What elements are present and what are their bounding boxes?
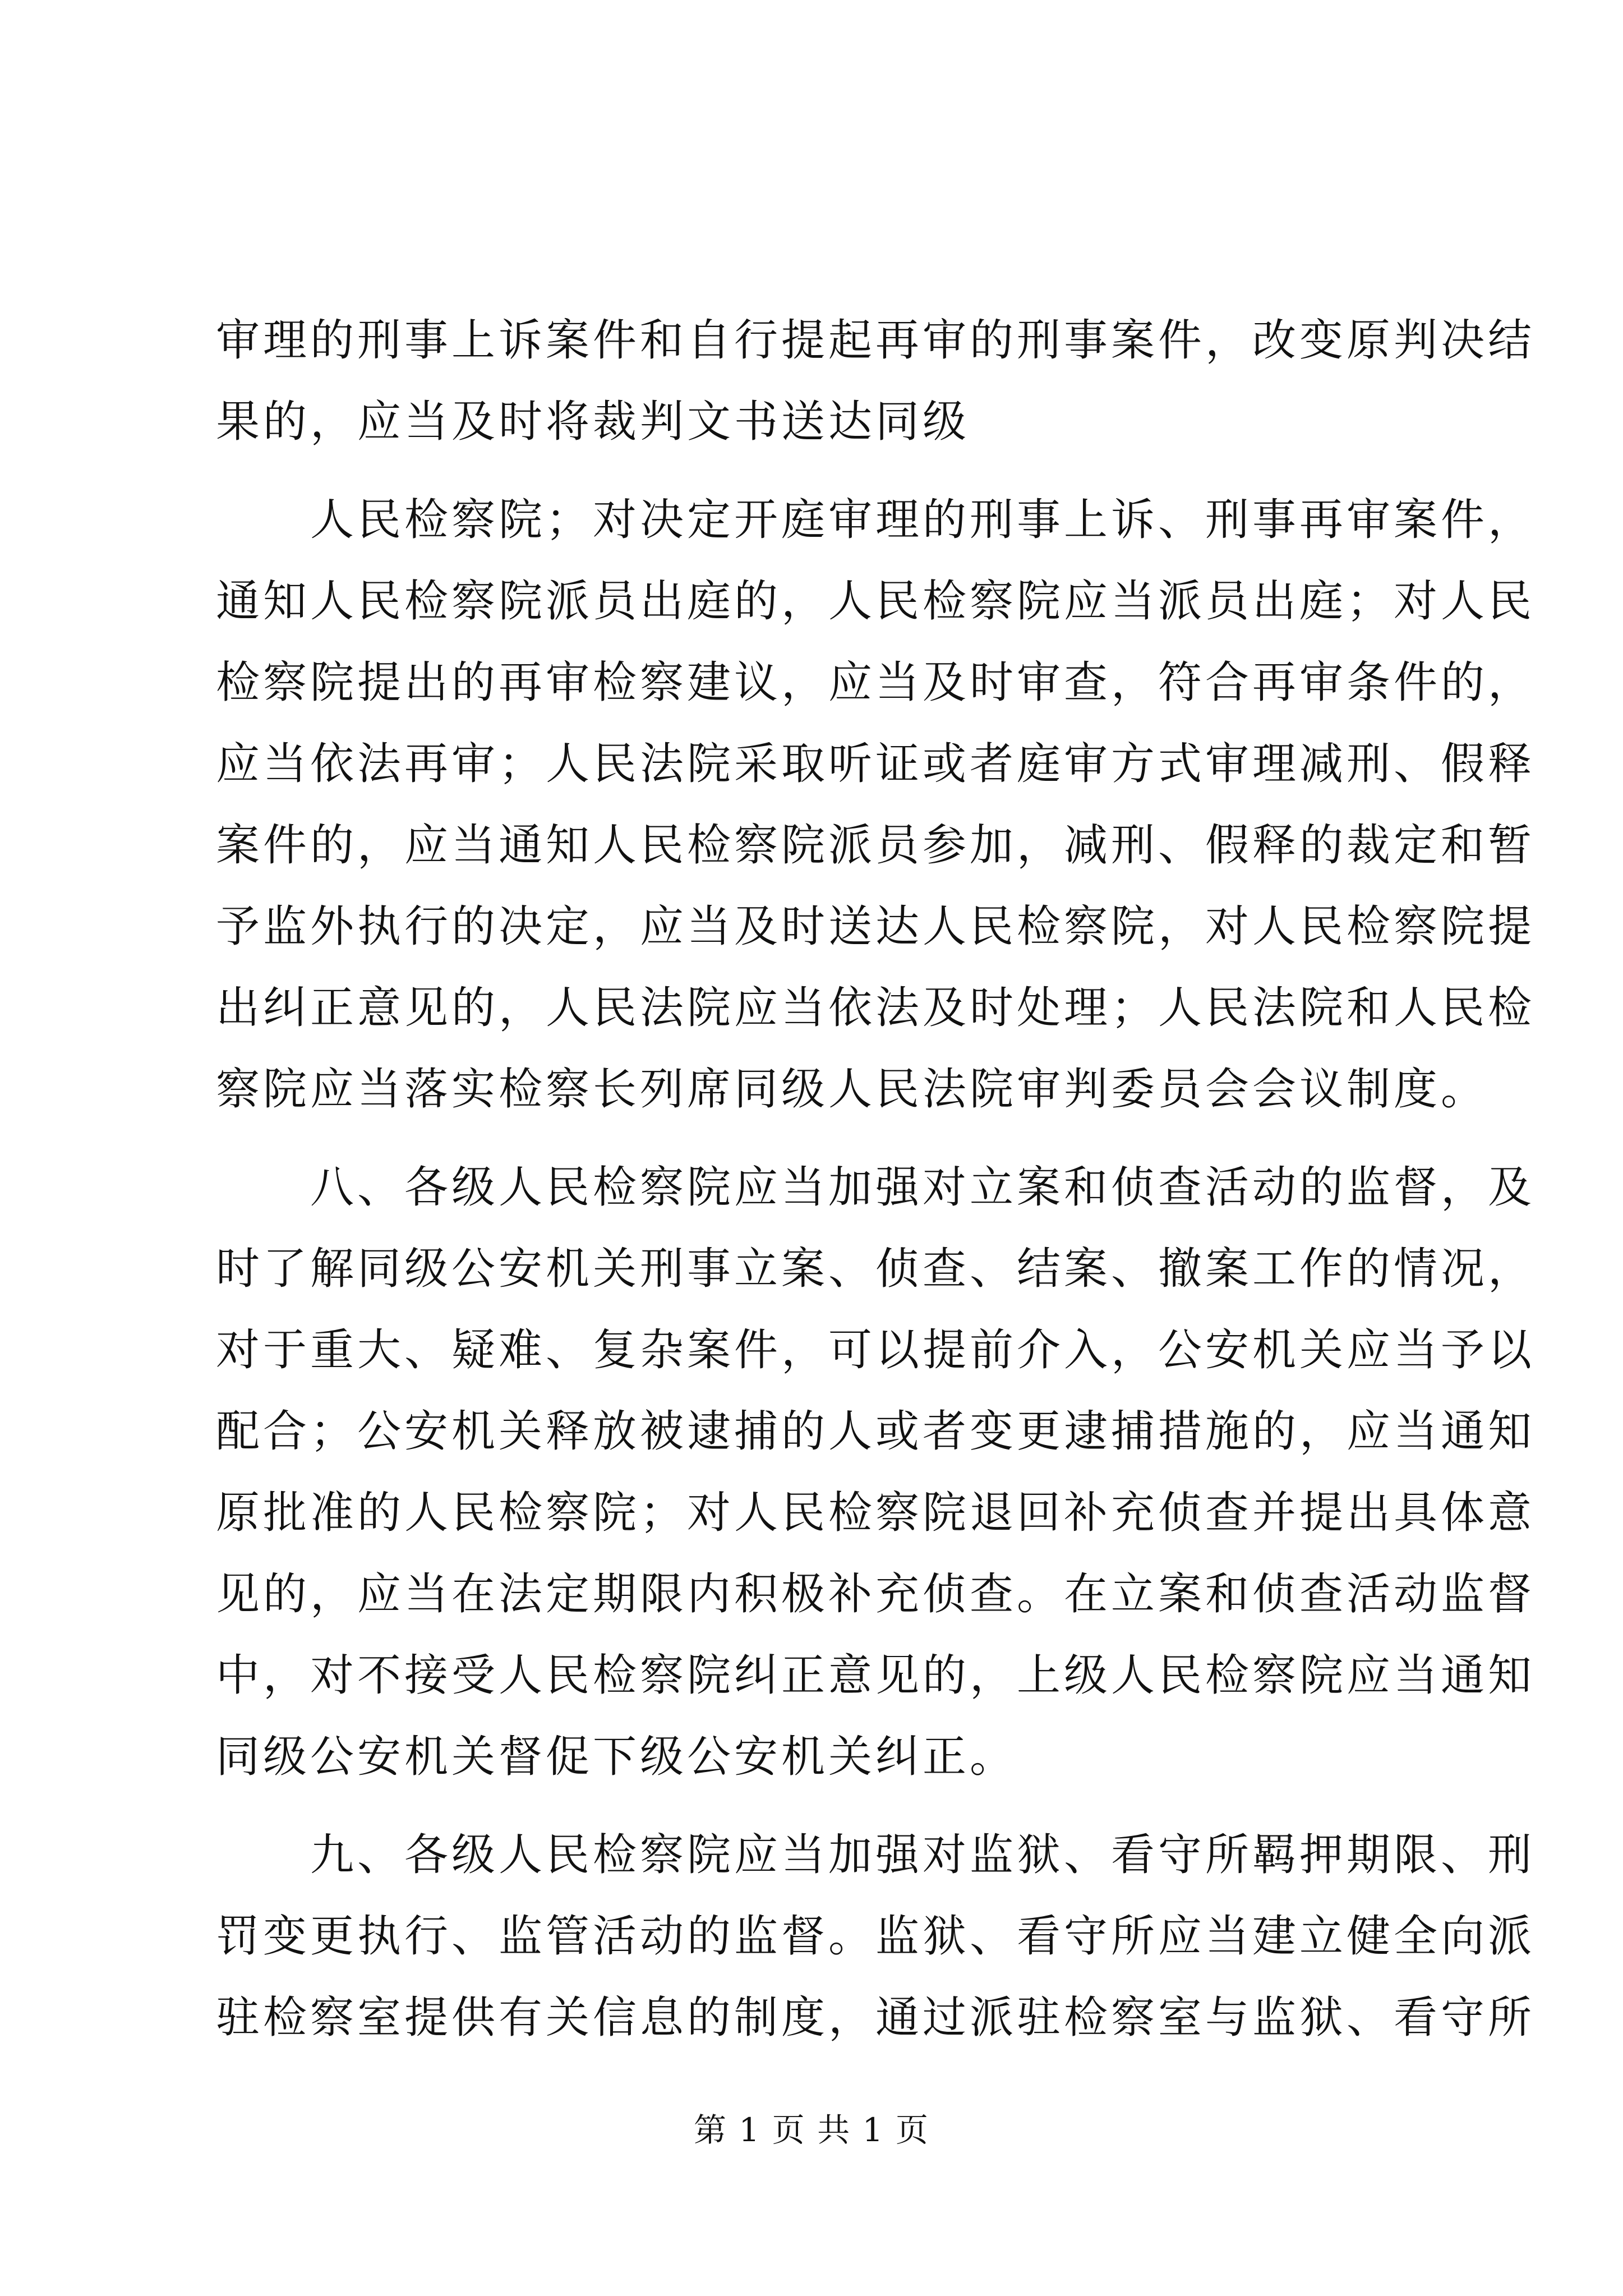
text-line: 中，对不接受人民检察院纠正意见的，上级人民检察院应当通知 bbox=[216, 1650, 1536, 1701]
page-number-footer: 第 1 页 共 1 页 bbox=[694, 2111, 929, 2149]
text-line: 配合；公安机关释放被逮捕的人或者变更逮捕措施的，应当通知 bbox=[216, 1406, 1536, 1457]
text-line: 审理的刑事上诉案件和自行提起再审的刑事案件，改变原判决结 bbox=[216, 315, 1536, 366]
text-line: 原批准的人民检察院；对人民检察院退回补充侦查并提出具体意 bbox=[216, 1488, 1536, 1538]
text-line: 案件的，应当通知人民检察院派员参加，减刑、假释的裁定和暂 bbox=[216, 820, 1536, 871]
text-line: 应当依法再审；人民法院采取听证或者庭审方式审理减刑、假释 bbox=[216, 739, 1536, 789]
paragraph bbox=[216, 1815, 1536, 2059]
text-line: 察院应当落实检察长列席同级人民法院审判委员会会议制度。 bbox=[216, 1064, 1488, 1115]
text-line: 九、各级人民检察院应当加强对监狱、看守所羁押期限、刑 bbox=[216, 1830, 1536, 1880]
text-line: 通知人民检察院派员出庭的，人民检察院应当派员出庭；对人民 bbox=[216, 576, 1536, 627]
paragraph bbox=[216, 300, 1536, 463]
text-line: 见的，应当在法定期限内积极补充侦查。在立案和侦查活动监督 bbox=[216, 1569, 1536, 1619]
text-line: 人民检察院；对决定开庭审理的刑事上诉、刑事再审案件， bbox=[216, 495, 1536, 545]
text-line: 驻检察室提供有关信息的制度，通过派驻检察室与监狱、看守所 bbox=[216, 1993, 1536, 2043]
text-line: 对于重大、疑难、复杂案件，可以提前介入，公安机关应当予以 bbox=[216, 1325, 1536, 1375]
text-line: 果的，应当及时将裁判文书送达同级 bbox=[216, 397, 970, 447]
text-line: 出纠正意见的，人民法院应当依法及时处理；人民法院和人民检 bbox=[216, 983, 1536, 1033]
text-line: 检察院提出的再审检察建议，应当及时审查，符合再审条件的， bbox=[216, 657, 1536, 708]
paragraph bbox=[216, 1147, 1536, 1798]
paragraph bbox=[216, 480, 1536, 1130]
document-body bbox=[216, 300, 1536, 2059]
text-line: 八、各级人民检察院应当加强对立案和侦查活动的监督，及 bbox=[216, 1162, 1536, 1213]
text-line: 时了解同级公安机关刑事立案、侦查、结案、撤案工作的情况， bbox=[216, 1244, 1536, 1294]
text-line: 同级公安机关督促下级公安机关纠正。 bbox=[216, 1732, 1017, 1782]
text-line: 予监外执行的决定，应当及时送达人民检察院，对人民检察院提 bbox=[216, 901, 1536, 952]
text-line: 罚变更执行、监管活动的监督。监狱、看守所应当建立健全向派 bbox=[216, 1911, 1536, 1962]
